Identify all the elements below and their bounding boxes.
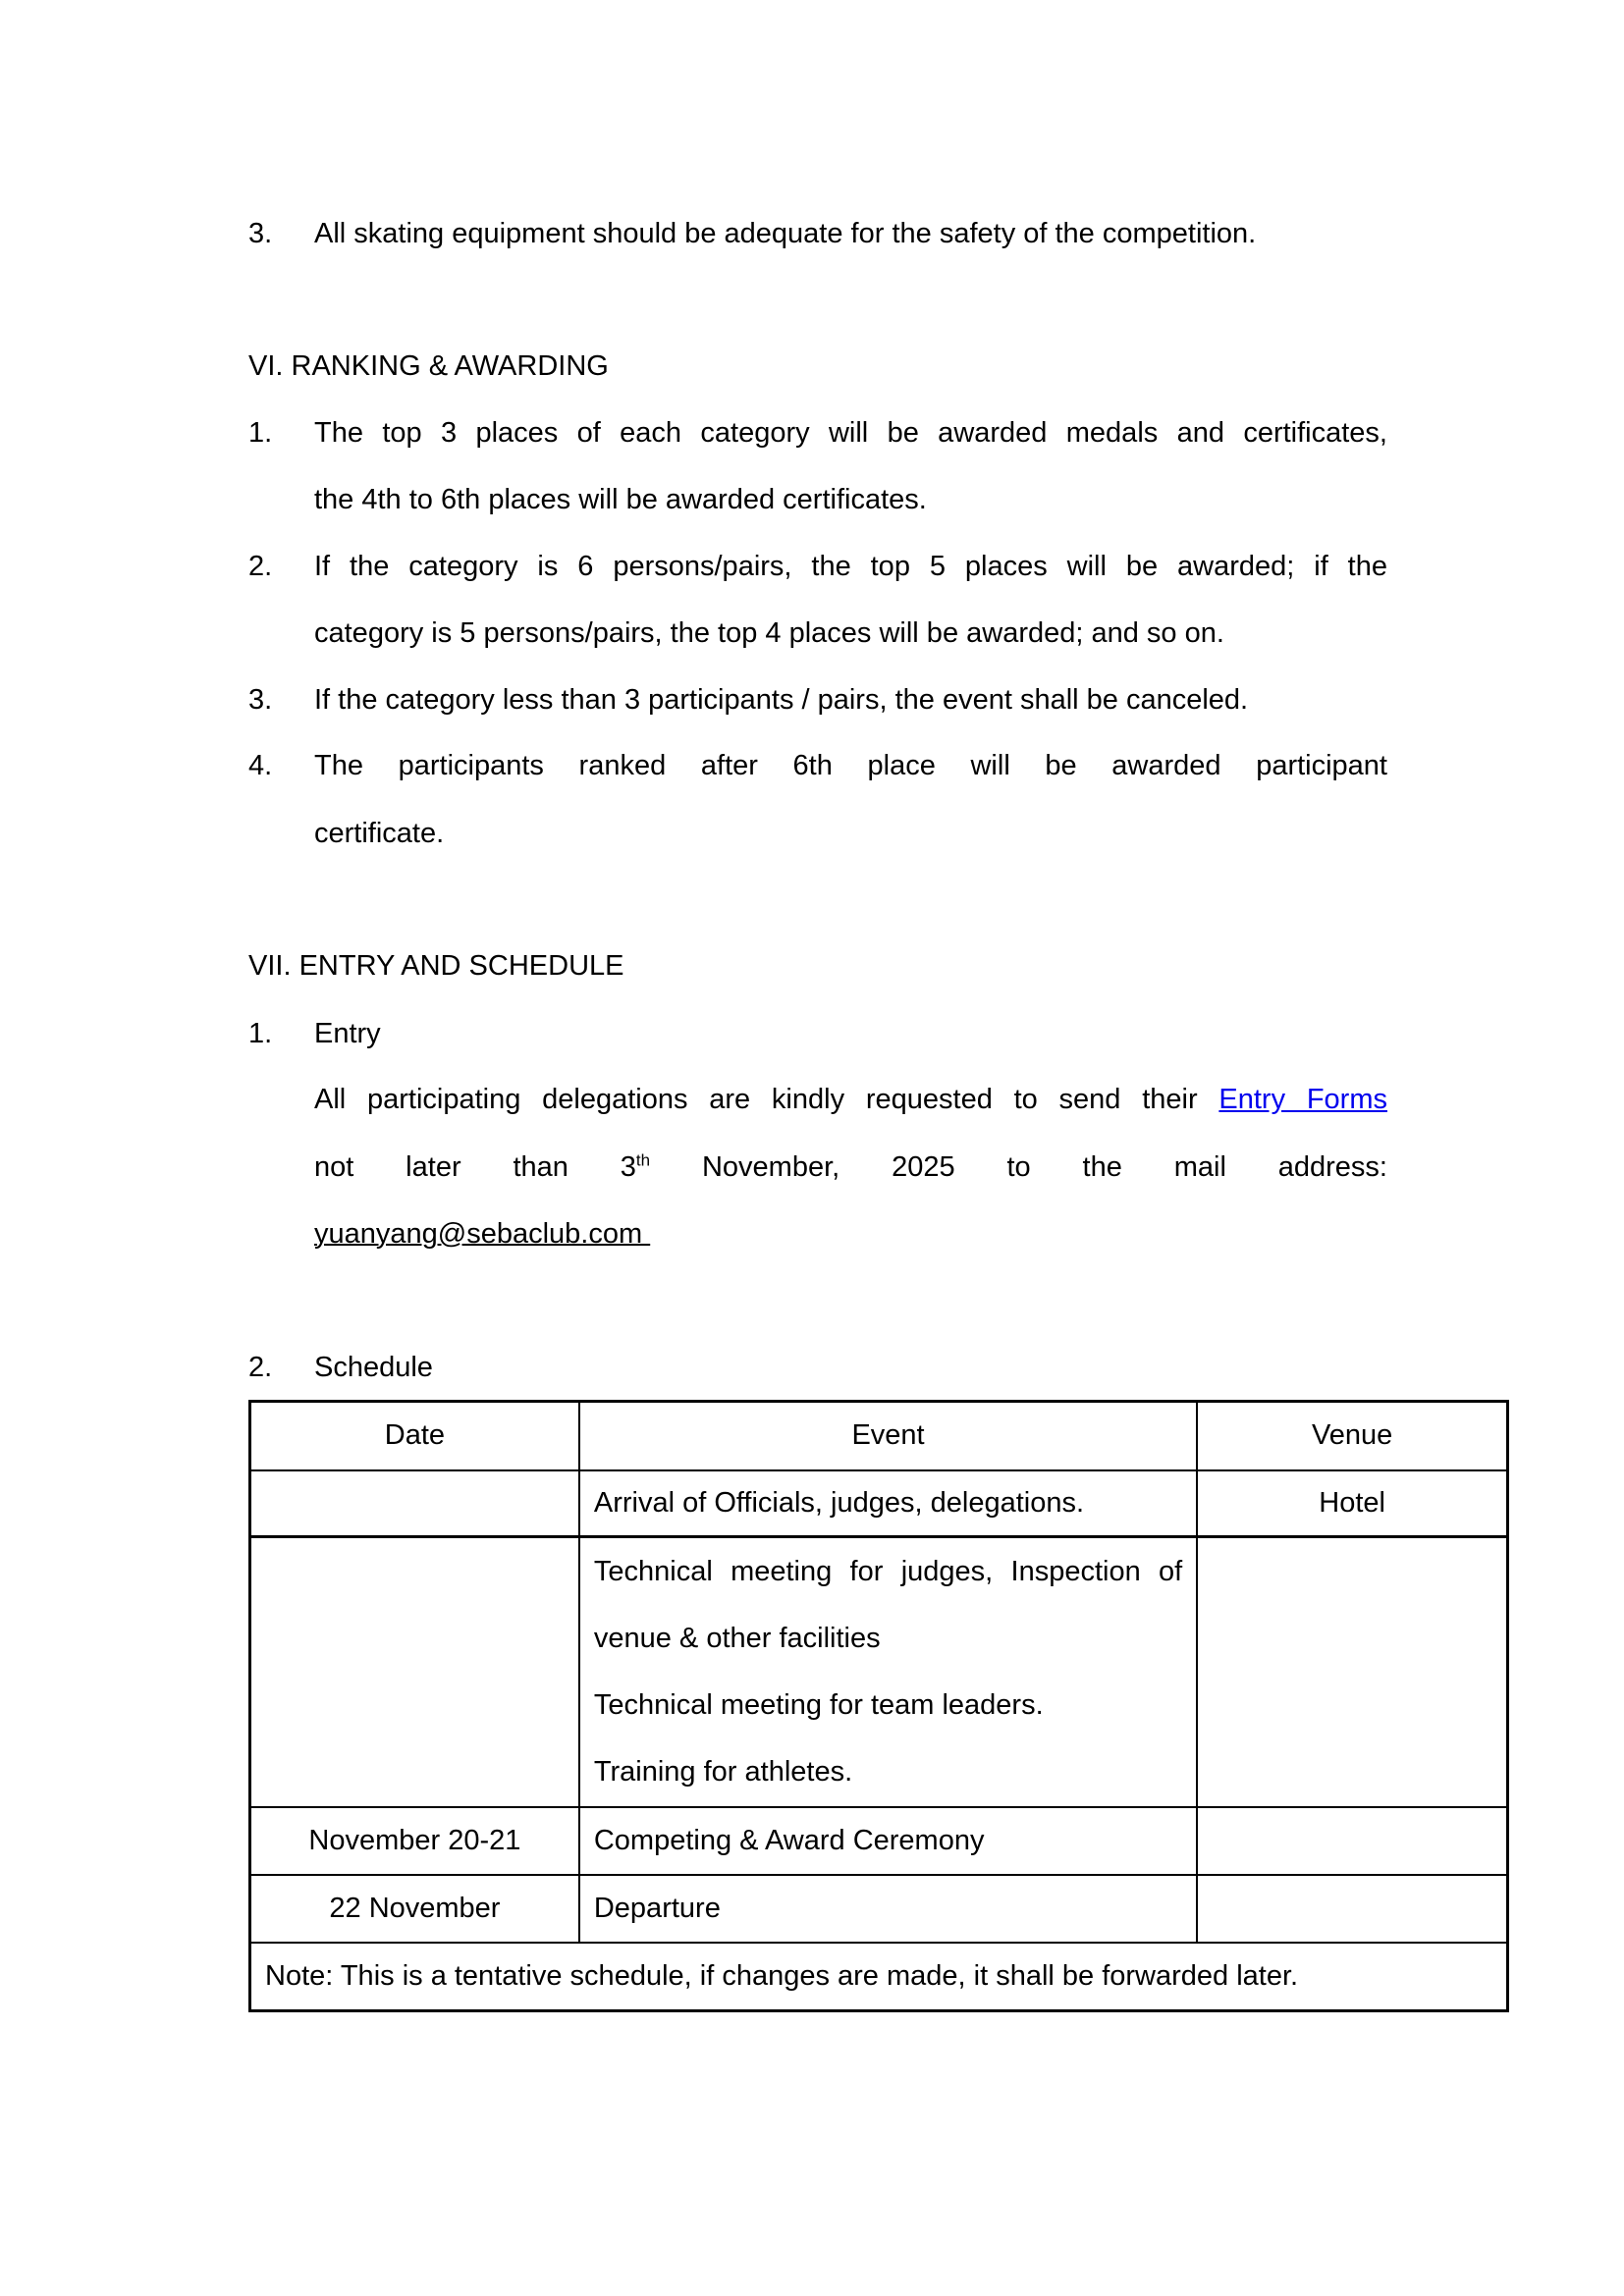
- list-text: If the category less than 3 participants / pairs, the event shall be canceled.: [314, 684, 1249, 716]
- list-number: 2.: [248, 1352, 273, 1383]
- header-date: Date: [250, 1402, 579, 1470]
- schedule-note: Note: This is a tentative schedule, if changes are made, it shall be forwarded later.: [250, 1943, 1508, 2011]
- entry-text: All participating delegations are kindly requested to send their: [314, 1084, 1219, 1115]
- entry-paragraph-line: [314, 1134, 1387, 1201]
- schedule-table: [248, 1400, 1509, 2012]
- entry-paragraph-line: [314, 1066, 1387, 1133]
- list-text: category is 5 persons/pairs, the top 4 places will be awarded; and so on.: [314, 617, 1224, 649]
- cell-event: Competing & Award Ceremony: [579, 1807, 1197, 1875]
- cell-event: Arrival of Officials, judges, delegations.: [579, 1470, 1197, 1537]
- table-row: [250, 1807, 1508, 1875]
- list-number: 2.: [248, 551, 273, 582]
- cell-venue: [1197, 1537, 1507, 1807]
- list-text: The top 3 places of each category will be awarded medals and certificates,: [314, 417, 1387, 449]
- ordinal-sup: th: [635, 1150, 651, 1170]
- cell-venue: [1197, 1807, 1507, 1875]
- email-address[interactable]: yuanyang@sebaclub.com: [314, 1218, 651, 1250]
- entry-deadline-text-rest: November, 2025 to the mail address:: [650, 1151, 1387, 1183]
- list-number: 4.: [248, 750, 273, 781]
- list-number: 3.: [248, 684, 273, 716]
- list-text: the 4th to 6th places will be awarded certificates.: [314, 484, 927, 515]
- cell-event: Departure: [579, 1875, 1197, 1943]
- list-text: certificate.: [314, 818, 445, 849]
- cell-date: 22 November: [250, 1875, 579, 1943]
- list-number: 1.: [248, 417, 273, 449]
- section-heading-ranking: VI. RANKING & AWARDING: [248, 350, 609, 382]
- entry-deadline-text: not later than 3: [314, 1151, 636, 1183]
- table-header-row: [250, 1402, 1508, 1470]
- list-text: The participants ranked after 6th place will be awarded participant: [314, 750, 1387, 781]
- section-heading-entry: VII. ENTRY AND SCHEDULE: [248, 950, 624, 982]
- list-text: If the category is 6 persons/pairs, the top 5 places will be awarded; if the: [314, 551, 1387, 582]
- event-line: Technical meeting for judges, Inspection of: [593, 1556, 1183, 1588]
- table-row: [250, 1537, 1508, 1807]
- list-text: All skating equipment should be adequate for the safety of the competition.: [314, 218, 1257, 249]
- table-row: [250, 1875, 1508, 1943]
- cell-date: [250, 1470, 579, 1537]
- email-line: [314, 1201, 650, 1267]
- table-note-row: [250, 1943, 1508, 2011]
- cell-venue: Hotel: [1197, 1470, 1507, 1537]
- event-line: venue & other facilities: [593, 1623, 881, 1655]
- cell-date: [250, 1537, 579, 1807]
- event-line: Technical meeting for team leaders.: [593, 1689, 1044, 1722]
- schedule-title: Schedule: [314, 1352, 433, 1383]
- cell-venue: [1197, 1875, 1507, 1943]
- list-number: 1.: [248, 1018, 273, 1049]
- header-event: Event: [579, 1402, 1197, 1470]
- entry-title: Entry: [314, 1018, 381, 1049]
- cell-date: November 20-21: [250, 1807, 579, 1875]
- entry-forms-link[interactable]: Entry Forms: [1218, 1084, 1388, 1115]
- list-number: 3.: [248, 218, 273, 249]
- table-row: [250, 1470, 1508, 1537]
- header-venue: Venue: [1197, 1402, 1507, 1470]
- event-line: Training for athletes.: [593, 1756, 853, 1789]
- cell-event: [579, 1537, 1197, 1807]
